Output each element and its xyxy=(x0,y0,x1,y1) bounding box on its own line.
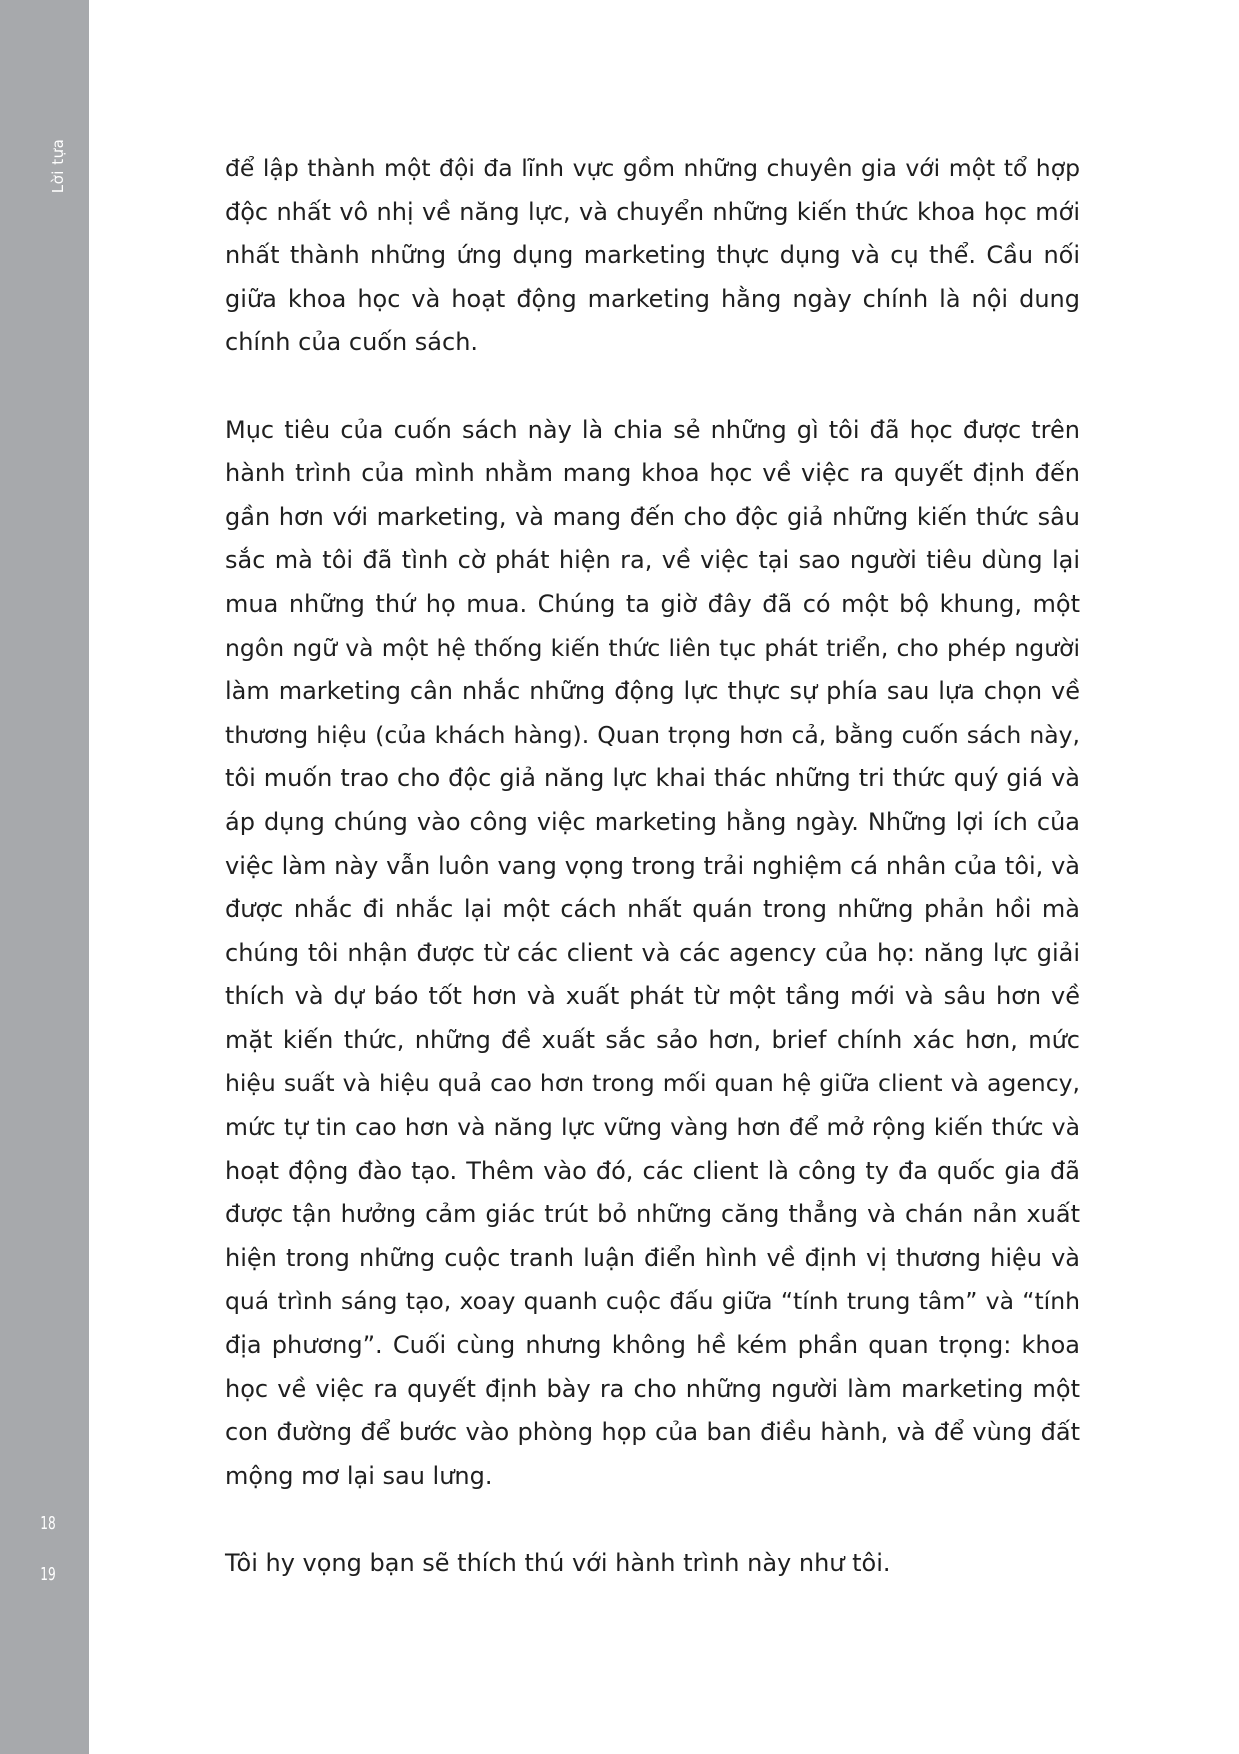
text-line: độc nhất vô nhị về năng lực, và chuyển những kiến thức khoa học mới xyxy=(225,197,1080,226)
page-number-left: 18 xyxy=(40,1513,56,1534)
text-line: giữa khoa học và hoạt động marketing hằng ngày chính là nội dung xyxy=(225,284,1080,313)
text-line: nhất thành những ứng dụng marketing thực dụng và cụ thể. Cầu nối xyxy=(225,241,1080,270)
text-line: hành trình của mình nhằm mang khoa học về việc ra quyết định đến xyxy=(225,459,1080,488)
section-title: Lời tựa xyxy=(49,138,67,194)
text-line: làm marketing cân nhắc những động lực thực sự phía sau lựa chọn về xyxy=(225,677,1080,706)
text-line: thích và dự báo tốt hơn và xuất phát từ một tầng mới và sâu hơn về xyxy=(225,982,1080,1011)
page-number-right: 19 xyxy=(40,1564,56,1585)
text-line: được tận hưởng cảm giác trút bỏ những căng thẳng và chán nản xuất xyxy=(225,1200,1080,1229)
paragraph-3 xyxy=(225,1542,1080,1586)
paragraph-2 xyxy=(225,409,1080,1499)
body-text xyxy=(225,147,1080,1586)
text-line: việc làm này vẫn luôn vang vọng trong trải nghiệm cá nhân của tôi, và xyxy=(225,851,1080,880)
text-line: áp dụng chúng vào công việc marketing hằng ngày. Những lợi ích của xyxy=(225,807,1080,836)
text-line: địa phương”. Cuối cùng nhưng không hề kém phần quan trọng: khoa xyxy=(225,1331,1080,1360)
sidebar xyxy=(0,0,89,1754)
text-line: gần hơn với marketing, và mang đến cho độc giả những kiến thức sâu xyxy=(225,502,1080,531)
text-line: hiệu suất và hiệu quả cao hơn trong mối quan hệ giữa client và agency, xyxy=(225,1069,1080,1098)
paragraph-gap xyxy=(225,365,1080,409)
text-line: chúng tôi nhận được từ các client và các agency của họ: năng lực giải xyxy=(225,938,1080,967)
text-line: quá trình sáng tạo, xoay quanh cuộc đấu giữa “tính trung tâm” và “tính xyxy=(225,1287,1080,1316)
text-line: thương hiệu (của khách hàng). Quan trọng hơn cả, bằng cuốn sách này, xyxy=(225,720,1080,749)
text-line: con đường để bước vào phòng họp của ban điều hành, và để vùng đất xyxy=(225,1418,1080,1447)
text-line: mua những thứ họ mua. Chúng ta giờ đây đã có một bộ khung, một xyxy=(225,589,1080,618)
paragraph-1 xyxy=(225,147,1080,365)
text-line: Mục tiêu của cuốn sách này là chia sẻ những gì tôi đã học được trên xyxy=(225,415,1080,444)
text-line: sắc mà tôi đã tình cờ phát hiện ra, về việc tại sao người tiêu dùng lại xyxy=(225,546,1080,575)
text-line: ngôn ngữ và một hệ thống kiến thức liên tục phát triển, cho phép người xyxy=(225,633,1080,662)
text-line: mức tự tin cao hơn và năng lực vững vàng hơn để mở rộng kiến thức và xyxy=(225,1113,1080,1142)
text-line: chính của cuốn sách. xyxy=(225,328,479,357)
text-line: Tôi hy vọng bạn sẽ thích thú với hành trình này như tôi. xyxy=(225,1549,891,1577)
text-line: để lập thành một đội đa lĩnh vực gồm những chuyên gia với một tổ hợp xyxy=(225,154,1080,182)
paragraph-gap xyxy=(225,1498,1080,1542)
text-line: hiện trong những cuộc tranh luận điển hình về định vị thương hiệu và xyxy=(225,1243,1080,1272)
text-line: mặt kiến thức, những đề xuất sắc sảo hơn, brief chính xác hơn, mức xyxy=(225,1025,1080,1054)
text-line: hoạt động đào tạo. Thêm vào đó, các client là công ty đa quốc gia đã xyxy=(225,1156,1080,1185)
text-line: tôi muốn trao cho độc giả năng lực khai thác những tri thức quý giá và xyxy=(225,764,1080,793)
text-line: mộng mơ lại sau lưng. xyxy=(225,1461,493,1490)
text-line: được nhắc đi nhắc lại một cách nhất quán trong những phản hồi mà xyxy=(225,895,1080,924)
text-line: học về việc ra quyết định bày ra cho những người làm marketing một xyxy=(225,1374,1080,1403)
